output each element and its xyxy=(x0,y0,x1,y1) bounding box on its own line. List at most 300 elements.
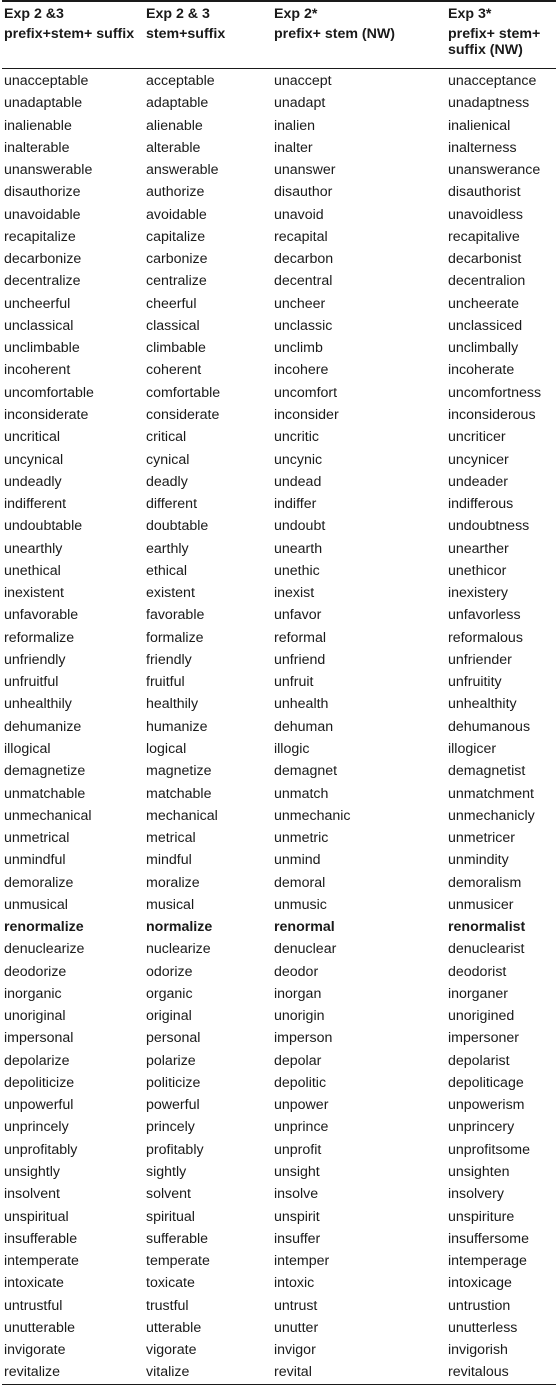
prefix-stem-suffix-cell: recapitalize xyxy=(4,228,76,245)
prefix-stem-suffix-cell: unutterable xyxy=(4,1319,75,1336)
stem-suffix-cell: toxicate xyxy=(146,1275,195,1292)
prefix-stem-suffix-cell: unethical xyxy=(4,562,61,579)
prefix-stem-nonword-cell: dehuman xyxy=(274,718,334,735)
table-row xyxy=(2,471,556,493)
stem-suffix-cell: authorize xyxy=(146,184,205,201)
prefix-stem-suffix-nonword-cell: inalienical xyxy=(448,117,511,134)
prefix-stem-nonword-cell: uncynic xyxy=(274,451,323,468)
prefix-stem-suffix-nonword-cell: untrustion xyxy=(448,1297,511,1314)
prefix-stem-suffix-cell: unoriginal xyxy=(4,1008,66,1025)
prefix-stem-nonword-cell: inorgan xyxy=(274,985,322,1002)
stem-suffix-cell: acceptable xyxy=(146,73,215,89)
table-row xyxy=(2,538,556,560)
table-row xyxy=(2,1139,556,1161)
prefix-stem-suffix-nonword-cell: unmechanicly xyxy=(448,807,535,824)
prefix-stem-suffix-nonword-cell: unfriender xyxy=(448,651,512,668)
stem-suffix-cell: humanize xyxy=(146,718,208,735)
prefix-stem-nonword-cell: renormal xyxy=(274,919,335,936)
prefix-stem-nonword-cell: incohere xyxy=(274,362,329,379)
prefix-stem-suffix-cell: inalterable xyxy=(4,139,70,156)
prefix-stem-suffix-cell: unmindful xyxy=(4,852,66,869)
prefix-stem-suffix-cell: undeadly xyxy=(4,473,62,490)
table-row xyxy=(2,671,556,693)
prefix-stem-suffix-cell: uncritical xyxy=(4,429,60,446)
table-row xyxy=(2,693,556,715)
table-row xyxy=(2,1094,556,1116)
exp-header-col3: Exp 2* xyxy=(272,1,446,24)
prefix-stem-nonword-cell: imperson xyxy=(274,1030,333,1047)
table-row xyxy=(2,983,556,1005)
prefix-stem-nonword-cell: unutter xyxy=(274,1319,319,1336)
table-row xyxy=(2,515,556,537)
stem-suffix-cell: matchable xyxy=(146,785,212,802)
prefix-stem-nonword-cell: inalter xyxy=(274,139,313,156)
prefix-stem-nonword-cell: depolar xyxy=(274,1052,322,1069)
prefix-stem-suffix-cell: decarbonize xyxy=(4,251,82,268)
prefix-stem-suffix-nonword-cell: unprincery xyxy=(448,1119,515,1136)
table-row xyxy=(2,827,556,849)
prefix-stem-suffix-cell: undoubtable xyxy=(4,518,83,535)
prefix-stem-suffix-nonword-cell: unfruitity xyxy=(448,674,502,691)
prefix-stem-nonword-cell: unpower xyxy=(274,1097,329,1114)
prefix-stem-suffix-nonword-cell: unethicor xyxy=(448,562,507,579)
exp-header-col2: Exp 2 & 3 xyxy=(144,1,272,24)
prefix-stem-suffix-nonword-cell: inconsiderous xyxy=(448,406,536,423)
prefix-stem-suffix-nonword-cell: demoralism xyxy=(448,874,522,891)
stem-suffix-cell: profitably xyxy=(146,1141,204,1158)
prefix-stem-suffix-nonword-cell: intemperage xyxy=(448,1253,527,1270)
table-row xyxy=(2,115,556,137)
prefix-stem-suffix-nonword-cell: unanswerance xyxy=(448,162,541,179)
stem-suffix-cell: cynical xyxy=(146,451,190,468)
table-body xyxy=(2,69,556,1385)
prefix-stem-suffix-nonword-cell: inexistery xyxy=(448,585,508,602)
prefix-stem-nonword-cell: decentral xyxy=(274,273,333,290)
stem-suffix-cell: organic xyxy=(146,985,193,1002)
stem-suffix-cell: princely xyxy=(146,1119,195,1136)
prefix-stem-suffix-nonword-cell: unorigined xyxy=(448,1008,515,1025)
table-row xyxy=(2,938,556,960)
prefix-stem-nonword-cell: unfriend xyxy=(274,651,326,668)
prefix-stem-suffix-nonword-cell: unavoidless xyxy=(448,206,523,223)
prefix-stem-nonword-cell: reformal xyxy=(274,629,327,646)
stem-suffix-cell: sufferable xyxy=(146,1230,209,1247)
prefix-stem-suffix-cell: untrustful xyxy=(4,1297,63,1314)
prefix-stem-suffix-nonword-cell: unfavorless xyxy=(448,607,521,624)
prefix-stem-nonword-cell: invigor xyxy=(274,1342,316,1359)
stem-suffix-cell: magnetize xyxy=(146,763,212,780)
table-row xyxy=(2,293,556,315)
prefix-stem-suffix-nonword-cell: unmetricer xyxy=(448,830,516,847)
prefix-stem-suffix-cell: inexistent xyxy=(4,585,64,602)
stem-suffix-cell: alterable xyxy=(146,139,201,156)
table-row xyxy=(2,1072,556,1094)
stem-suffix-cell: metrical xyxy=(146,830,196,847)
prefix-stem-suffix-nonword-cell: invigorish xyxy=(448,1342,508,1359)
prefix-stem-suffix-nonword-cell: renormalist xyxy=(448,919,526,936)
stem-suffix-cell: mindful xyxy=(146,852,192,869)
table-header xyxy=(2,1,556,69)
table-row xyxy=(2,716,556,738)
table-row xyxy=(2,1050,556,1072)
table-row xyxy=(2,649,556,671)
prefix-stem-suffix-nonword-cell: revitalous xyxy=(446,1361,556,1384)
prefix-stem-nonword-cell: unsight xyxy=(274,1164,320,1181)
prefix-stem-suffix-nonword-cell: disauthorist xyxy=(448,184,521,201)
stem-suffix-cell: nuclearize xyxy=(146,941,211,958)
stem-suffix-cell: different xyxy=(146,496,198,513)
stem-suffix-cell: climbable xyxy=(146,340,206,357)
experiment-header-row xyxy=(2,1,556,24)
table-row xyxy=(2,760,556,782)
stem-suffix-cell: original xyxy=(146,1008,192,1025)
table-row xyxy=(2,404,556,426)
table-row xyxy=(2,805,556,827)
prefix-stem-suffix-nonword-cell: unclassiced xyxy=(448,317,523,334)
prefix-stem-suffix-cell: unfriendly xyxy=(4,651,66,668)
prefix-stem-suffix-nonword-cell: decarbonist xyxy=(448,251,522,268)
prefix-stem-suffix-cell: unacceptable xyxy=(4,73,89,89)
prefix-stem-nonword-cell: unmetric xyxy=(274,830,329,847)
prefix-stem-nonword-cell: recapital xyxy=(274,228,328,245)
table-row xyxy=(2,270,556,292)
condition-header-row xyxy=(2,24,556,69)
prefix-stem-suffix-cell: denuclearize xyxy=(4,941,85,958)
prefix-stem-nonword-cell: indiffer xyxy=(274,496,317,513)
stem-suffix-cell: mechanical xyxy=(146,807,218,824)
table-row xyxy=(2,1027,556,1049)
prefix-stem-nonword-cell: inexist xyxy=(274,585,315,602)
prefix-stem-nonword-cell: unorigin xyxy=(274,1008,325,1025)
prefix-stem-suffix-cell: unearthly xyxy=(4,540,63,557)
prefix-stem-nonword-cell: intoxic xyxy=(274,1275,315,1292)
stem-suffix-cell: healthily xyxy=(146,696,199,713)
prefix-stem-suffix-nonword-cell: uncomfortness xyxy=(448,384,542,401)
prefix-stem-nonword-cell: demagnet xyxy=(274,763,338,780)
stem-suffix-cell: capitalize xyxy=(146,228,206,245)
prefix-stem-suffix-nonword-cell: unadaptness xyxy=(448,95,530,112)
stem-suffix-cell: answerable xyxy=(146,162,219,179)
prefix-stem-suffix-cell: unanswerable xyxy=(4,162,93,179)
table-row xyxy=(2,181,556,203)
table-row xyxy=(2,1339,556,1361)
prefix-stem-nonword-cell: unmatch xyxy=(274,785,329,802)
table-row xyxy=(2,1183,556,1205)
table-row xyxy=(2,849,556,871)
table-row xyxy=(2,1361,556,1384)
stem-suffix-cell: fruitful xyxy=(146,674,185,691)
prefix-stem-suffix-nonword-cell: intoxicage xyxy=(448,1275,512,1292)
prefix-stem-suffix-nonword-cell: decentralion xyxy=(448,273,526,290)
prefix-stem-suffix-cell: illogical xyxy=(4,740,51,757)
prefix-stem-suffix-cell: unsightly xyxy=(4,1164,60,1181)
stem-suffix-cell: vitalize xyxy=(144,1361,272,1384)
stem-suffix-cell: politicize xyxy=(146,1074,201,1091)
prefix-stem-suffix-nonword-cell: unspiriture xyxy=(448,1208,515,1225)
prefix-stem-nonword-cell: depolitic xyxy=(274,1074,327,1091)
prefix-stem-nonword-cell: inconsider xyxy=(274,406,339,423)
prefix-stem-suffix-cell: unpowerful xyxy=(4,1097,74,1114)
prefix-stem-nonword-cell: denuclear xyxy=(274,941,337,958)
table-row xyxy=(2,359,556,381)
prefix-stem-suffix-cell: decentralize xyxy=(4,273,81,290)
prefix-stem-nonword-cell: uncheer xyxy=(274,295,326,312)
stem-suffix-cell: spiritual xyxy=(146,1208,195,1225)
prefix-stem-nonword-cell: uncomfort xyxy=(274,384,338,401)
prefix-stem-suffix-nonword-cell: unutterless xyxy=(448,1319,518,1336)
stem-suffix-cell: moralize xyxy=(146,874,200,891)
prefix-stem-suffix-nonword-cell: illogicer xyxy=(448,740,497,757)
stem-suffix-cell: temperate xyxy=(146,1253,210,1270)
stem-suffix-cell: avoidable xyxy=(146,206,207,223)
table-row xyxy=(2,1228,556,1250)
stem-suffix-cell: centralize xyxy=(146,273,207,290)
prefix-stem-suffix-nonword-cell: inorganer xyxy=(448,985,508,1002)
prefix-stem-suffix-cell: invigorate xyxy=(4,1342,66,1359)
prefix-stem-nonword-cell: disauthor xyxy=(274,184,333,201)
prefix-stem-suffix-cell: inorganic xyxy=(4,985,62,1002)
prefix-stem-suffix-cell: dehumanize xyxy=(4,718,82,735)
stem-suffix-cell: polarize xyxy=(146,1052,196,1069)
prefix-stem-suffix-nonword-cell: unpowerism xyxy=(448,1097,525,1114)
prefix-stem-suffix-cell: intemperate xyxy=(4,1253,79,1270)
table-row xyxy=(2,337,556,359)
prefix-stem-nonword-cell: unfavor xyxy=(274,607,322,624)
prefix-stem-suffix-cell: unclassical xyxy=(4,317,74,334)
prefix-stem-suffix-cell: depoliticize xyxy=(4,1074,75,1091)
prefix-stem-nonword-cell: unclimb xyxy=(274,340,323,357)
table-row xyxy=(2,1005,556,1027)
prefix-stem-suffix-nonword-cell: uncynicer xyxy=(448,451,509,468)
stem-suffix-cell: considerate xyxy=(146,406,220,423)
table-row xyxy=(2,1116,556,1138)
prefix-stem-nonword-cell: intemper xyxy=(274,1253,330,1270)
prefix-stem-suffix-cell: unadaptable xyxy=(4,95,83,112)
exp-header-col4: Exp 3* xyxy=(446,1,556,24)
prefix-stem-nonword-cell: insuffer xyxy=(274,1230,321,1247)
prefix-stem-suffix-cell: unspiritual xyxy=(4,1208,69,1225)
stem-suffix-cell: solvent xyxy=(146,1186,191,1203)
stem-suffix-cell: musical xyxy=(146,896,195,913)
prefix-stem-suffix-cell: unprincely xyxy=(4,1119,69,1136)
prefix-stem-suffix-cell: intoxicate xyxy=(4,1275,64,1292)
prefix-stem-nonword-cell: unmusic xyxy=(274,896,327,913)
table-row xyxy=(2,248,556,270)
prefix-stem-suffix-nonword-cell: reformalous xyxy=(448,629,523,646)
table-row xyxy=(2,604,556,626)
prefix-stem-nonword-cell: deodor xyxy=(274,963,319,980)
prefix-stem-nonword-cell: unearth xyxy=(274,540,323,557)
table-row xyxy=(2,69,556,93)
prefix-stem-suffix-nonword-cell: impersoner xyxy=(448,1030,519,1047)
prefix-stem-nonword-cell: undead xyxy=(274,473,322,490)
stem-suffix-cell: doubtable xyxy=(146,518,209,535)
condition-header-col2: stem+suffix xyxy=(144,24,272,69)
prefix-stem-suffix-cell: unhealthily xyxy=(4,696,72,713)
condition-header-col1: prefix+stem+ suffix xyxy=(2,24,144,69)
prefix-stem-suffix-nonword-cell: unhealthity xyxy=(448,696,517,713)
prefix-stem-suffix-cell: renormalize xyxy=(4,919,84,936)
condition-header-col4: prefix+ stem+ suffix (NW) xyxy=(446,24,556,69)
stem-suffix-cell: utterable xyxy=(146,1319,202,1336)
prefix-stem-nonword-cell: illogic xyxy=(274,740,310,757)
prefix-stem-nonword-cell: unmechanic xyxy=(274,807,351,824)
prefix-stem-suffix-nonword-cell: inalterness xyxy=(448,139,517,156)
prefix-stem-suffix-cell: unmetrical xyxy=(4,830,70,847)
stem-suffix-cell: odorize xyxy=(146,963,193,980)
prefix-stem-nonword-cell: unfruit xyxy=(274,674,314,691)
prefix-stem-nonword-cell: uncritic xyxy=(274,429,319,446)
table-row xyxy=(2,493,556,515)
prefix-stem-nonword-cell: demoral xyxy=(274,874,326,891)
table-row xyxy=(2,1317,556,1339)
table-row xyxy=(2,1295,556,1317)
table-row xyxy=(2,1250,556,1272)
prefix-stem-suffix-nonword-cell: insolvery xyxy=(448,1186,504,1203)
prefix-stem-suffix-nonword-cell: unmusicer xyxy=(448,896,514,913)
table-row xyxy=(2,582,556,604)
prefix-stem-nonword-cell: insolve xyxy=(274,1186,319,1203)
table-row xyxy=(2,159,556,181)
prefix-stem-suffix-cell: unprofitably xyxy=(4,1141,78,1158)
stem-suffix-cell: formalize xyxy=(146,629,204,646)
stem-suffix-cell: deadly xyxy=(146,473,188,490)
stem-suffix-cell: adaptable xyxy=(146,95,209,112)
stem-suffix-cell: powerful xyxy=(146,1097,200,1114)
prefix-stem-suffix-nonword-cell: uncheerate xyxy=(448,295,519,312)
prefix-stem-suffix-cell: depolarize xyxy=(4,1052,70,1069)
prefix-stem-suffix-nonword-cell: indifferous xyxy=(448,496,514,513)
stem-suffix-cell: coherent xyxy=(146,362,202,379)
prefix-stem-nonword-cell: decarbon xyxy=(274,251,334,268)
stem-suffix-cell: cheerful xyxy=(146,295,197,312)
stem-suffix-cell: comfortable xyxy=(146,384,221,401)
prefix-stem-suffix-cell: incoherent xyxy=(4,362,71,379)
prefix-stem-suffix-cell: unclimbable xyxy=(4,340,80,357)
table-row xyxy=(2,92,556,114)
exp-header-col1: Exp 2 &3 xyxy=(2,1,144,24)
prefix-stem-nonword-cell: unadapt xyxy=(274,95,326,112)
condition-header-col3: prefix+ stem (NW) xyxy=(272,24,446,69)
stem-suffix-cell: personal xyxy=(146,1030,201,1047)
table-row xyxy=(2,426,556,448)
prefix-stem-suffix-cell: unmechanical xyxy=(4,807,92,824)
prefix-stem-suffix-nonword-cell: depoliticage xyxy=(448,1074,524,1091)
prefix-stem-nonword-cell: unspirit xyxy=(274,1208,320,1225)
table-row xyxy=(2,738,556,760)
prefix-stem-suffix-cell: insufferable xyxy=(4,1230,78,1247)
prefix-stem-suffix-nonword-cell: undoubtness xyxy=(448,518,530,535)
prefix-stem-suffix-nonword-cell: depolarist xyxy=(448,1052,510,1069)
prefix-stem-nonword-cell: unanswer xyxy=(274,162,336,179)
prefix-stem-nonword-cell: unprince xyxy=(274,1119,329,1136)
stem-suffix-cell: logical xyxy=(146,740,187,757)
stem-suffix-cell: alienable xyxy=(146,117,203,134)
prefix-stem-nonword-cell: unethic xyxy=(274,562,320,579)
stem-suffix-cell: ethical xyxy=(146,562,188,579)
stem-suffix-cell: friendly xyxy=(146,651,192,668)
stem-suffix-cell: favorable xyxy=(146,607,205,624)
prefix-stem-nonword-cell: unclassic xyxy=(274,317,333,334)
prefix-stem-suffix-cell: indifferent xyxy=(4,496,67,513)
table-row xyxy=(2,1206,556,1228)
stem-suffix-cell: trustful xyxy=(146,1297,189,1314)
table-row xyxy=(2,560,556,582)
prefix-stem-suffix-nonword-cell: deodorist xyxy=(448,963,507,980)
prefix-stem-suffix-nonword-cell: incoherate xyxy=(448,362,515,379)
stem-suffix-cell: carbonize xyxy=(146,251,208,268)
prefix-stem-suffix-cell: unfavorable xyxy=(4,607,79,624)
table-row xyxy=(2,226,556,248)
prefix-stem-suffix-cell: demoralize xyxy=(4,874,74,891)
stem-suffix-cell: earthly xyxy=(146,540,189,557)
prefix-stem-suffix-cell: inconsiderate xyxy=(4,406,89,423)
prefix-stem-suffix-nonword-cell: unmindity xyxy=(448,852,509,869)
prefix-stem-suffix-cell: impersonal xyxy=(4,1030,74,1047)
prefix-stem-suffix-cell: reformalize xyxy=(4,629,75,646)
prefix-stem-suffix-nonword-cell: unclimbally xyxy=(448,340,519,357)
prefix-stem-suffix-nonword-cell: unacceptance xyxy=(448,73,537,89)
prefix-stem-suffix-nonword-cell: denuclearist xyxy=(448,941,525,958)
prefix-stem-suffix-cell: inalienable xyxy=(4,117,72,134)
stem-suffix-cell: classical xyxy=(146,317,200,334)
prefix-stem-suffix-nonword-cell: uncriticer xyxy=(448,429,506,446)
prefix-stem-suffix-nonword-cell: undeader xyxy=(448,473,508,490)
prefix-stem-nonword-cell: unaccept xyxy=(274,73,332,89)
prefix-stem-nonword-cell: unavoid xyxy=(274,206,324,223)
prefix-stem-suffix-cell: unmusical xyxy=(4,896,68,913)
table-row xyxy=(2,1272,556,1294)
stem-suffix-cell: vigorate xyxy=(146,1342,197,1359)
prefix-stem-suffix-nonword-cell: recapitalive xyxy=(448,228,520,245)
stem-suffix-cell: normalize xyxy=(146,919,213,936)
prefix-stem-suffix-cell: demagnetize xyxy=(4,763,86,780)
prefix-stem-suffix-cell: disauthorize xyxy=(4,184,81,201)
prefix-stem-suffix-cell: unfruitful xyxy=(4,674,59,691)
table-row xyxy=(2,315,556,337)
prefix-stem-nonword-cell: unprofit xyxy=(274,1141,322,1158)
stem-suffix-cell: critical xyxy=(146,429,187,446)
table-row xyxy=(2,137,556,159)
prefix-stem-suffix-cell: unavoidable xyxy=(4,206,81,223)
prefix-stem-suffix-cell: deodorize xyxy=(4,963,67,980)
prefix-stem-suffix-nonword-cell: unprofitsome xyxy=(448,1141,531,1158)
prefix-stem-suffix-nonword-cell: unearther xyxy=(448,540,509,557)
table-row xyxy=(2,872,556,894)
prefix-stem-nonword-cell: unmind xyxy=(274,852,321,869)
table-row xyxy=(2,961,556,983)
table-row xyxy=(2,204,556,226)
table-row xyxy=(2,449,556,471)
prefix-stem-suffix-cell: insolvent xyxy=(4,1186,60,1203)
prefix-stem-nonword-cell: inalien xyxy=(274,117,316,134)
table-row xyxy=(2,382,556,404)
prefix-stem-nonword-cell: undoubt xyxy=(274,518,326,535)
prefix-stem-nonword-cell: untrust xyxy=(274,1297,318,1314)
prefix-stem-nonword-cell: revital xyxy=(272,1361,446,1384)
prefix-stem-suffix-nonword-cell: insuffersome xyxy=(448,1230,529,1247)
prefix-stem-suffix-cell: revitalize xyxy=(2,1361,144,1384)
prefix-stem-suffix-cell: uncheerful xyxy=(4,295,71,312)
prefix-stem-suffix-nonword-cell: dehumanous xyxy=(448,718,531,735)
stem-suffix-cell: sightly xyxy=(146,1164,187,1181)
prefix-stem-suffix-cell: unmatchable xyxy=(4,785,86,802)
prefix-stem-nonword-cell: unhealth xyxy=(274,696,329,713)
prefix-stem-suffix-cell: uncomfortable xyxy=(4,384,94,401)
prefix-stem-suffix-cell: uncynical xyxy=(4,451,64,468)
stem-suffix-cell: existent xyxy=(146,585,195,602)
table-row xyxy=(2,894,556,916)
